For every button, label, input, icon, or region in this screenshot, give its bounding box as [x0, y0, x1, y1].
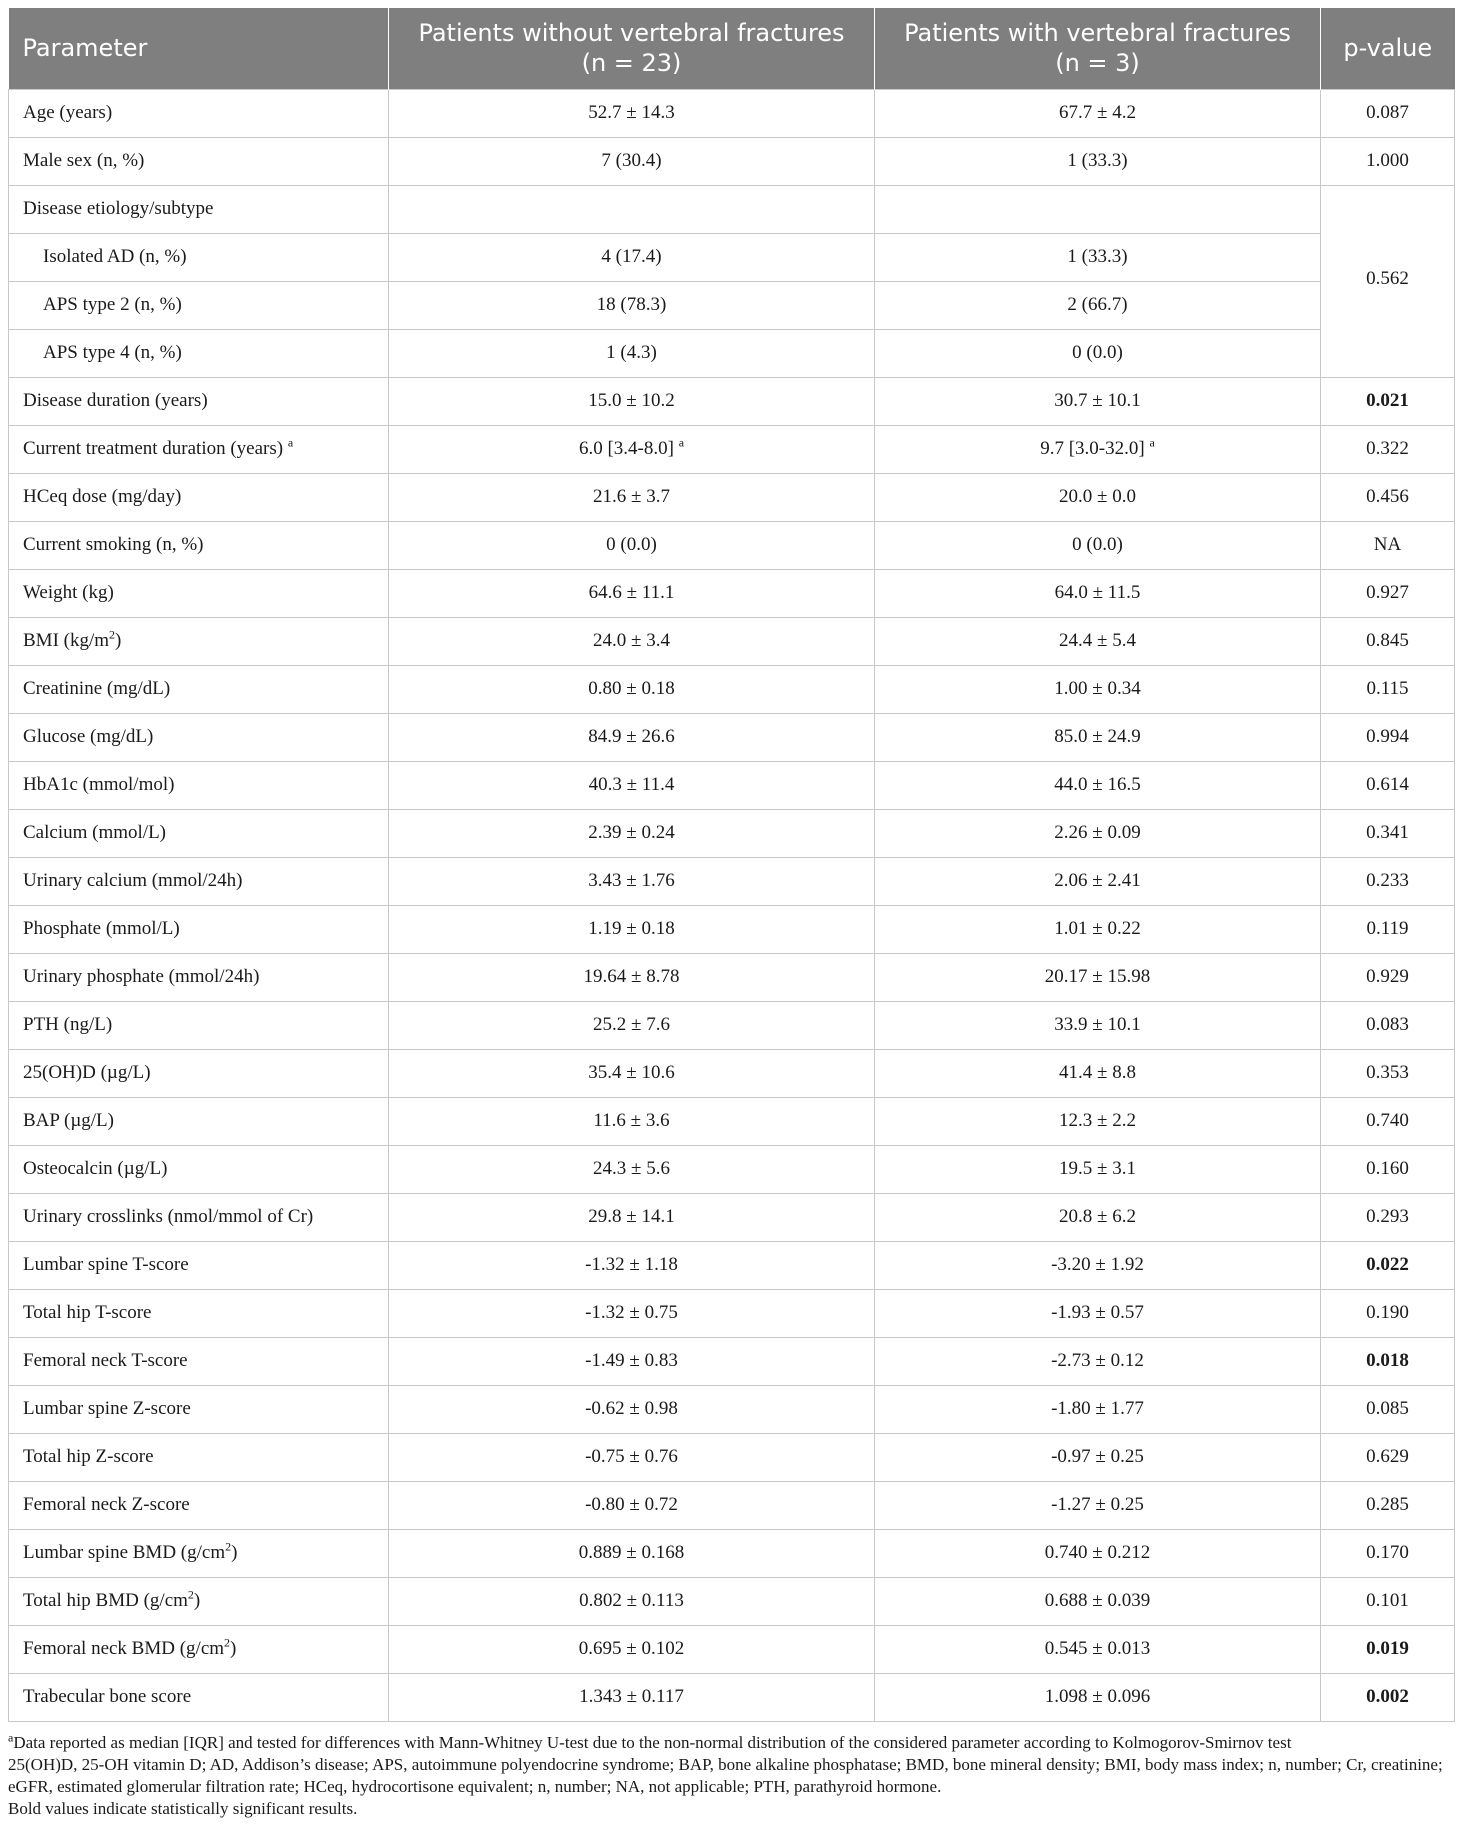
p-value: 0.087 — [1321, 89, 1455, 137]
value-with: 2.06 ± 2.41 — [875, 857, 1321, 905]
p-value: 0.101 — [1321, 1577, 1455, 1625]
value-with: -0.97 ± 0.25 — [875, 1433, 1321, 1481]
row-label: Lumbar spine T-score — [9, 1241, 389, 1289]
value-without: 25.2 ± 7.6 — [389, 1001, 875, 1049]
table-row — [9, 1625, 1455, 1673]
p-value: 0.845 — [1321, 617, 1455, 665]
p-value: 0.083 — [1321, 1001, 1455, 1049]
value-without: 0.889 ± 0.168 — [389, 1529, 875, 1577]
p-value-significant: 0.002 — [1321, 1673, 1455, 1721]
footnote-marker: a — [287, 435, 294, 450]
table-row — [9, 857, 1455, 905]
row-label: BAP (µg/L) — [9, 1097, 389, 1145]
row-label: Lumbar spine BMD $(g/cm^2)$ — [9, 1529, 389, 1577]
header-parameter: Parameter — [9, 8, 389, 89]
table-row — [9, 1337, 1455, 1385]
row-label: Osteocalcin (µg/L) — [9, 1145, 389, 1193]
value-without: 1 (4.3) — [389, 329, 875, 377]
row-label: Current treatment duration (years) $^a$ — [9, 425, 389, 473]
footnote-marker: a — [678, 435, 685, 450]
row-label: Disease etiology/subtype — [9, 185, 389, 233]
table-row — [9, 521, 1455, 569]
row-label: Lumbar spine Z-score — [9, 1385, 389, 1433]
p-value: 0.456 — [1321, 473, 1455, 521]
row-label: Urinary calcium (mmol/24h) — [9, 857, 389, 905]
value-without: 3.43 ± 1.76 — [389, 857, 875, 905]
p-value-significant: 0.022 — [1321, 1241, 1455, 1289]
value-with: -1.27 ± 0.25 — [875, 1481, 1321, 1529]
row-label: Urinary crosslinks (nmol/mmol of Cr) — [9, 1193, 389, 1241]
footnote-marker: a — [1149, 435, 1155, 450]
value-with: 2.26 ± 0.09 — [875, 809, 1321, 857]
table-row — [9, 1481, 1455, 1529]
value-with: 0.740 ± 0.212 — [875, 1529, 1321, 1577]
value-with: 1 (33.3) — [875, 233, 1321, 281]
row-label: 25(OH)D (µg/L) — [9, 1049, 389, 1097]
value-without: 11.6 ± 3.6 — [389, 1097, 875, 1145]
table-row — [9, 1577, 1455, 1625]
value-with: 24.4 ± 5.4 — [875, 617, 1321, 665]
p-value: 0.341 — [1321, 809, 1455, 857]
value-with: 44.0 ± 16.5 — [875, 761, 1321, 809]
value-without: -1.49 ± 0.83 — [389, 1337, 875, 1385]
row-label: Femoral neck BMD $(g/cm^2)$ — [9, 1625, 389, 1673]
value-without: 21.6 ± 3.7 — [389, 473, 875, 521]
p-value: 0.293 — [1321, 1193, 1455, 1241]
table-row — [9, 617, 1455, 665]
value-with: 1.01 ± 0.22 — [875, 905, 1321, 953]
table-row — [9, 665, 1455, 713]
value-with: 9.7 [3.0-32.0] $^a$ — [875, 425, 1321, 473]
value-without: 64.6 ± 11.1 — [389, 569, 875, 617]
value-with: 1.098 ± 0.096 — [875, 1673, 1321, 1721]
value-with: 0.688 ± 0.039 — [875, 1577, 1321, 1625]
p-value: 0.994 — [1321, 713, 1455, 761]
table-row — [9, 953, 1455, 1001]
value-with: 20.8 ± 6.2 — [875, 1193, 1321, 1241]
value-without: 52.7 ± 14.3 — [389, 89, 875, 137]
table-row — [9, 1049, 1455, 1097]
value-without: -0.80 ± 0.72 — [389, 1481, 875, 1529]
p-value: 0.285 — [1321, 1481, 1455, 1529]
value-without: 1.343 ± 0.117 — [389, 1673, 875, 1721]
p-value: 0.614 — [1321, 761, 1455, 809]
p-value: 0.929 — [1321, 953, 1455, 1001]
value-without: 24.0 ± 3.4 — [389, 617, 875, 665]
value-with: 20.17 ± 15.98 — [875, 953, 1321, 1001]
table-row — [9, 1001, 1455, 1049]
p-value: 0.629 — [1321, 1433, 1455, 1481]
value-with: -1.80 ± 1.77 — [875, 1385, 1321, 1433]
p-value: 0.160 — [1321, 1145, 1455, 1193]
table-row — [9, 473, 1455, 521]
value-with: 1 (33.3) — [875, 137, 1321, 185]
value-with: 30.7 ± 10.1 — [875, 377, 1321, 425]
header-pvalue: p-value — [1321, 8, 1455, 89]
row-label: Creatinine (mg/dL) — [9, 665, 389, 713]
row-label: Disease duration (years) — [9, 377, 389, 425]
table-row — [9, 569, 1455, 617]
value-without: 0 (0.0) — [389, 521, 875, 569]
row-label: APS type 4 (n, %) — [9, 329, 389, 377]
value-without: 19.64 ± 8.78 — [389, 953, 875, 1001]
p-value: 0.740 — [1321, 1097, 1455, 1145]
p-value: 0.170 — [1321, 1529, 1455, 1577]
table-row — [9, 1433, 1455, 1481]
value-without: -0.62 ± 0.98 — [389, 1385, 875, 1433]
table-row — [9, 137, 1455, 185]
table-row — [9, 713, 1455, 761]
value-without: -0.75 ± 0.76 — [389, 1433, 875, 1481]
table-row — [9, 1097, 1455, 1145]
value-with: 20.0 ± 0.0 — [875, 473, 1321, 521]
value-without: -1.32 ± 0.75 — [389, 1289, 875, 1337]
table-row — [9, 329, 1455, 377]
p-value: 0.119 — [1321, 905, 1455, 953]
value-without: 0.695 ± 0.102 — [389, 1625, 875, 1673]
row-label: Age (years) — [9, 89, 389, 137]
value-with: 64.0 ± 11.5 — [875, 569, 1321, 617]
value-without: 1.19 ± 0.18 — [389, 905, 875, 953]
p-value: 1.000 — [1321, 137, 1455, 185]
value-with: 41.4 ± 8.8 — [875, 1049, 1321, 1097]
table-row — [9, 1193, 1455, 1241]
footnote-abbreviations: 25(OH)D, 25-OH vitamin D; AD, Addison’s disease; APS, autoimmune polyendocrine syndrome; BAP, bone alkaline phosphatase; BMD, bone mineral density; BMI, body mass index; n, number; Cr, creatinine; eGFR, estimated glomerular filtration rate; HCeq, hydrocortisone equivalent; n, number; NA, not applicable; PTH, parathyroid hormone. — [8, 1754, 1443, 1796]
table-row — [9, 89, 1455, 137]
row-label: Femoral neck Z-score — [9, 1481, 389, 1529]
table-footnotes — [8, 1722, 1454, 1820]
value-with: 67.7 ± 4.2 — [875, 89, 1321, 137]
header-with-fractures: Patients with vertebral fractures (n = 3) — [875, 8, 1321, 89]
value-without: 7 (30.4) — [389, 137, 875, 185]
table-container — [8, 8, 1454, 1820]
table-row — [9, 1385, 1455, 1433]
p-value: 0.233 — [1321, 857, 1455, 905]
p-value: 0.562 — [1366, 268, 1409, 289]
row-label: Femoral neck T-score — [9, 1337, 389, 1385]
value-with: 1.00 ± 0.34 — [875, 665, 1321, 713]
row-label: Glucose (mg/dL) — [9, 713, 389, 761]
table-row — [9, 761, 1455, 809]
table-row — [9, 1145, 1455, 1193]
footnote-a: $^a$Data reported as median [IQR] and tested for differences with Mann-Whitney U-test due to the non-normal distribution of the considered parameter according to Kolmogorov-Smirnov test — [8, 1729, 1292, 1752]
row-label: Phosphate (mmol/L) — [9, 905, 389, 953]
table-row — [9, 1289, 1455, 1337]
table-row — [9, 233, 1455, 281]
p-value-etiology — [1321, 185, 1455, 377]
table-header-row — [9, 8, 1455, 89]
p-value: 0.353 — [1321, 1049, 1455, 1097]
table-row — [9, 1673, 1455, 1721]
value-without: 24.3 ± 5.6 — [389, 1145, 875, 1193]
value-with: 0 (0.0) — [875, 521, 1321, 569]
row-label: HbA1c (mmol/mol) — [9, 761, 389, 809]
table-row — [9, 281, 1455, 329]
row-label: Total hip Z-score — [9, 1433, 389, 1481]
value-without: 29.8 ± 14.1 — [389, 1193, 875, 1241]
p-value: 0.085 — [1321, 1385, 1455, 1433]
value-with: -3.20 ± 1.92 — [875, 1241, 1321, 1289]
row-label: Trabecular bone score — [9, 1673, 389, 1721]
p-value: 0.927 — [1321, 569, 1455, 617]
value-without: 84.9 ± 26.6 — [389, 713, 875, 761]
row-label: Isolated AD (n, %) — [9, 233, 389, 281]
row-label: PTH (ng/L) — [9, 1001, 389, 1049]
value-with: -2.73 ± 0.12 — [875, 1337, 1321, 1385]
value-with: -1.93 ± 0.57 — [875, 1289, 1321, 1337]
table-row — [9, 905, 1455, 953]
table-row — [9, 809, 1455, 857]
value-without — [389, 185, 875, 233]
header-without-fractures: Patients without vertebral fractures (n = 23) — [389, 8, 875, 89]
table-row — [9, 425, 1455, 473]
row-label: Current smoking (n, %) — [9, 521, 389, 569]
value-without: 2.39 ± 0.24 — [389, 809, 875, 857]
value-with: 0.545 ± 0.013 — [875, 1625, 1321, 1673]
p-value: 0.115 — [1321, 665, 1455, 713]
results-table — [8, 8, 1455, 1722]
row-label: Weight (kg) — [9, 569, 389, 617]
value-without: 18 (78.3) — [389, 281, 875, 329]
footnote-bold: Bold values indicate statistically significant results. — [8, 1798, 358, 1818]
row-label: HCeq dose (mg/day) — [9, 473, 389, 521]
value-with: 33.9 ± 10.1 — [875, 1001, 1321, 1049]
value-without: 4 (17.4) — [389, 233, 875, 281]
value-without: 40.3 ± 11.4 — [389, 761, 875, 809]
value-with — [875, 185, 1321, 233]
row-label: Male sex (n, %) — [9, 137, 389, 185]
value-with: 0 (0.0) — [875, 329, 1321, 377]
p-value: NA — [1321, 521, 1455, 569]
p-value: 0.190 — [1321, 1289, 1455, 1337]
row-label: Total hip BMD $(g/cm^2)$ — [9, 1577, 389, 1625]
table-row — [9, 185, 1455, 233]
row-label: Calcium (mmol/L) — [9, 809, 389, 857]
value-with: 12.3 ± 2.2 — [875, 1097, 1321, 1145]
value-with: 85.0 ± 24.9 — [875, 713, 1321, 761]
row-label: Urinary phosphate (mmol/24h) — [9, 953, 389, 1001]
table-row — [9, 377, 1455, 425]
value-without: 0.802 ± 0.113 — [389, 1577, 875, 1625]
p-value: 0.322 — [1321, 425, 1455, 473]
value-without: 15.0 ± 10.2 — [389, 377, 875, 425]
p-value-significant: 0.021 — [1321, 377, 1455, 425]
row-label: BMI $(kg/m^2)$ — [9, 617, 389, 665]
value-without: 6.0 [3.4-8.0] $^a$ — [389, 425, 875, 473]
value-without: 0.80 ± 0.18 — [389, 665, 875, 713]
value-without: 35.4 ± 10.6 — [389, 1049, 875, 1097]
row-label: Total hip T-score — [9, 1289, 389, 1337]
value-with: 2 (66.7) — [875, 281, 1321, 329]
value-with: 19.5 ± 3.1 — [875, 1145, 1321, 1193]
row-label: APS type 2 (n, %) — [9, 281, 389, 329]
p-value-significant: 0.018 — [1321, 1337, 1455, 1385]
table-row — [9, 1241, 1455, 1289]
table-row — [9, 1529, 1455, 1577]
value-without: -1.32 ± 1.18 — [389, 1241, 875, 1289]
p-value-significant: 0.019 — [1321, 1625, 1455, 1673]
